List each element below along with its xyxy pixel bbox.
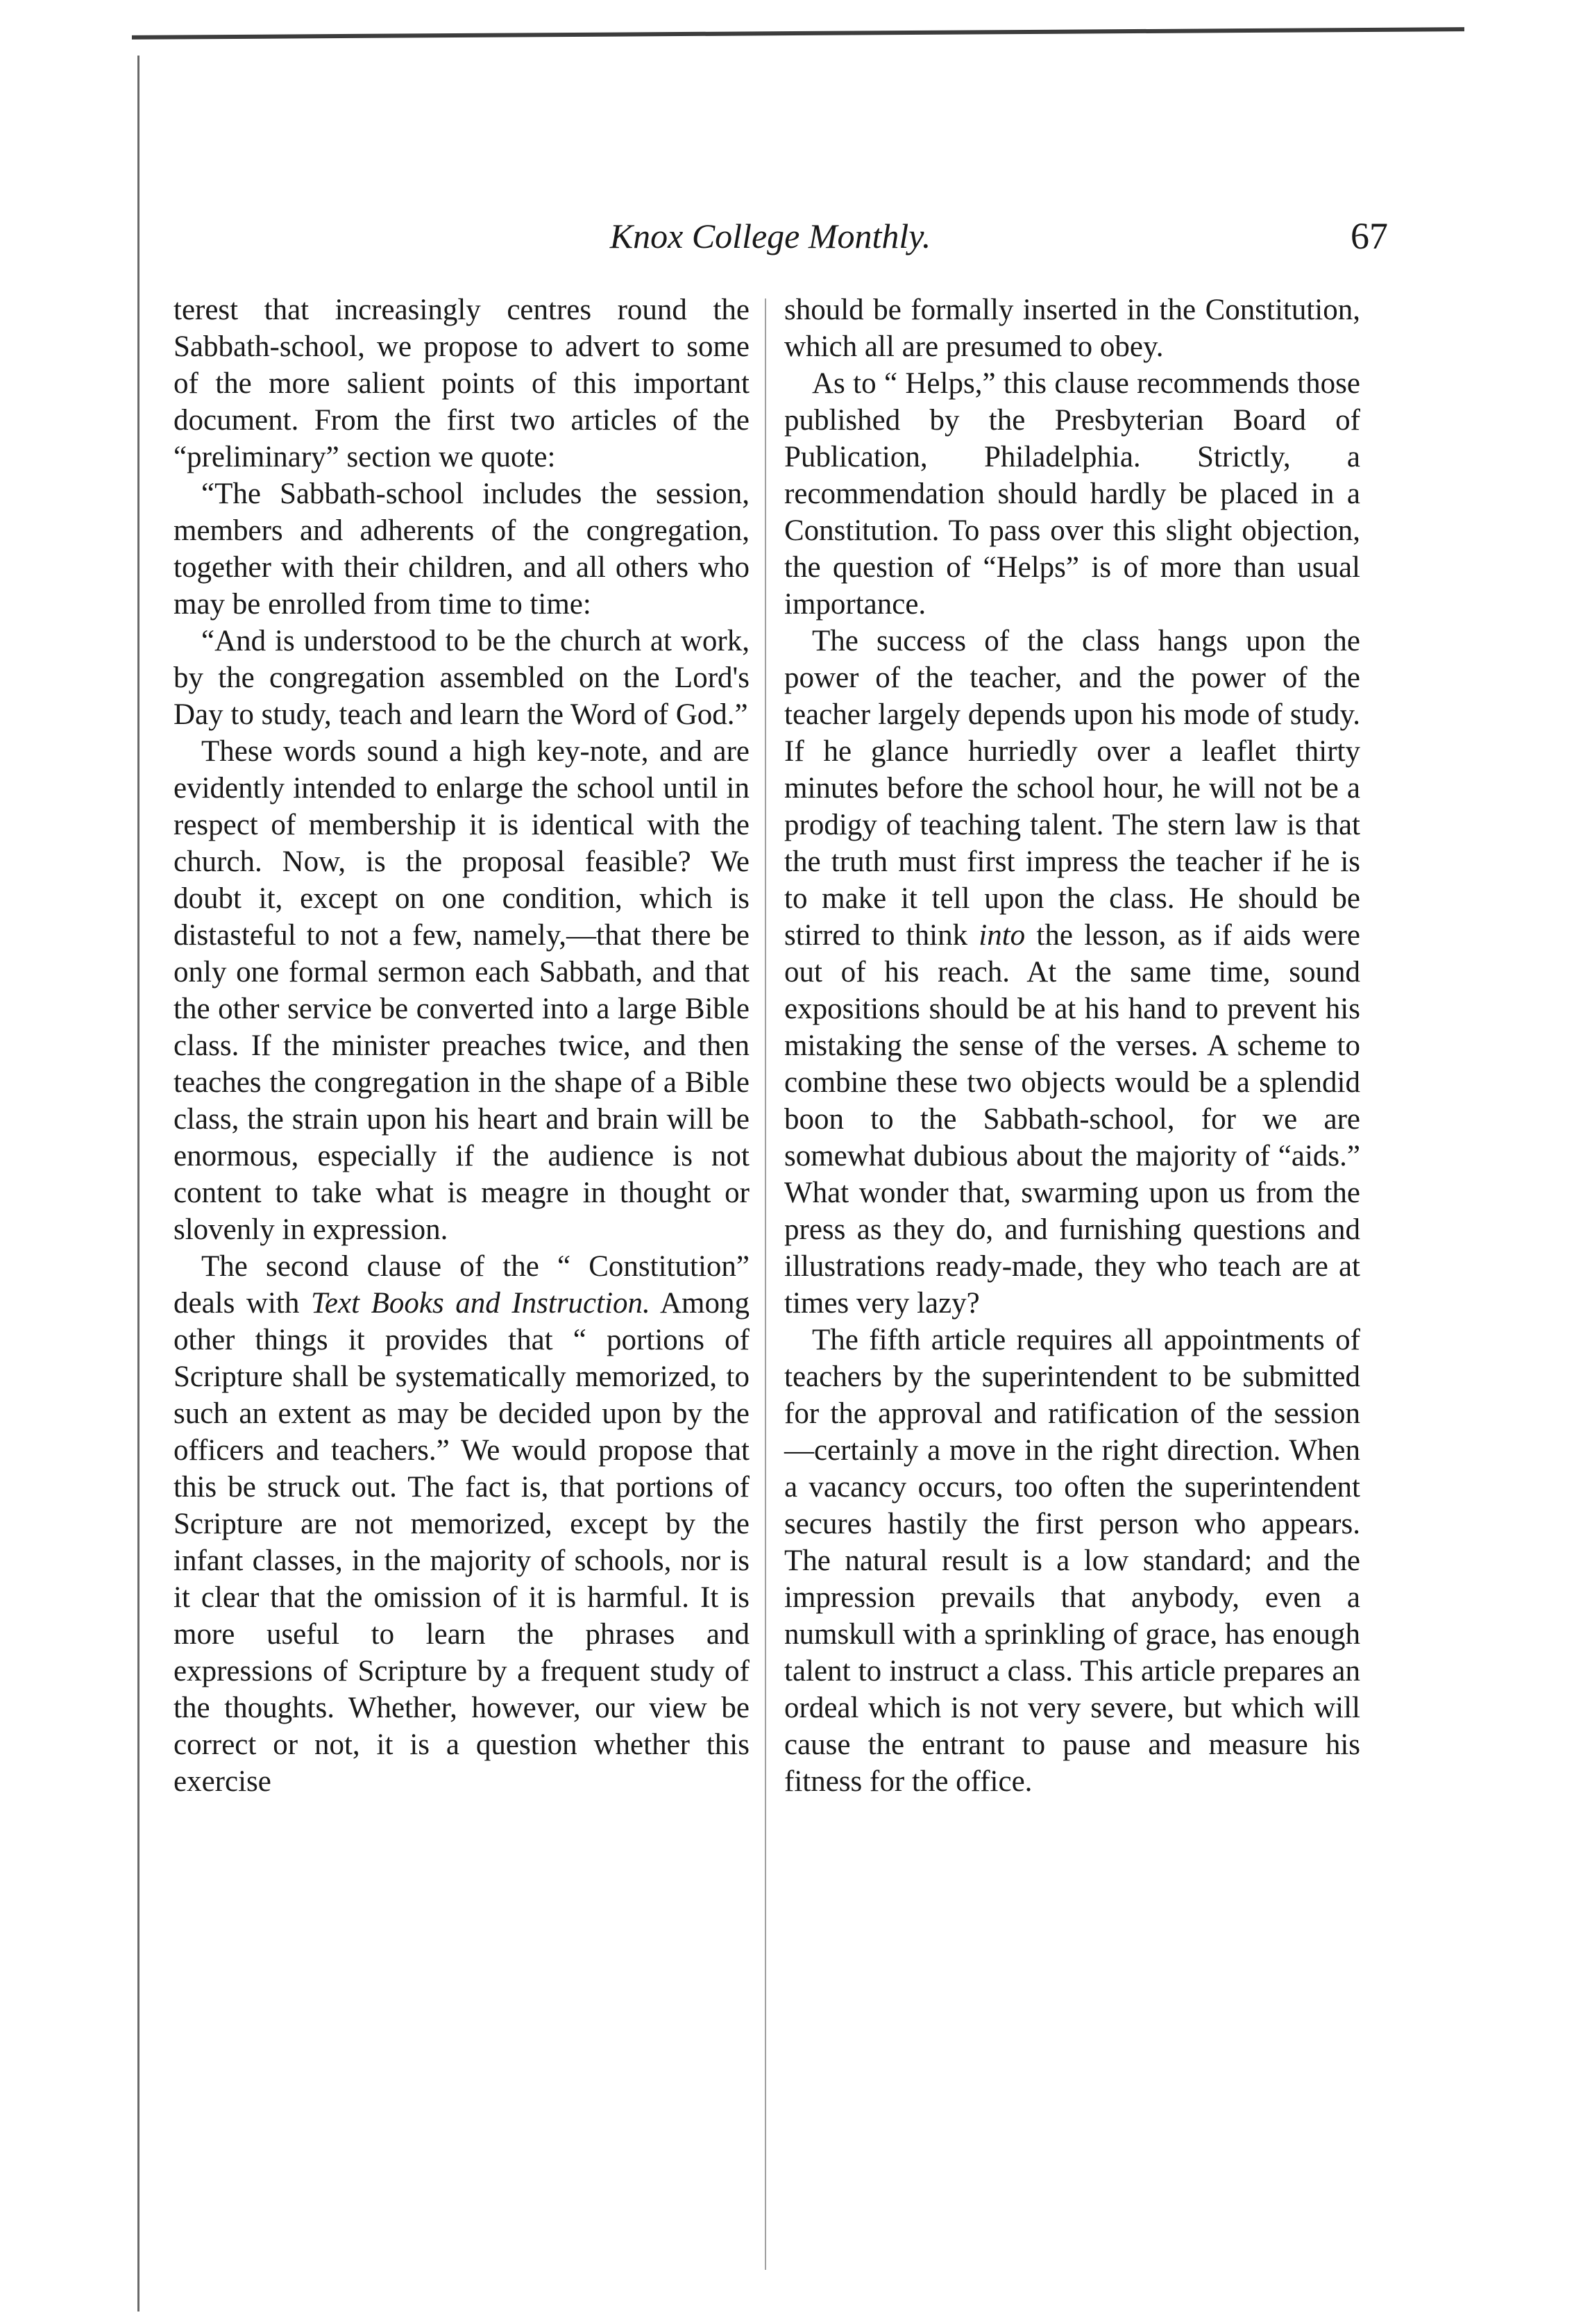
text-run: The second clause of the “ Constitution” deals with <box>174 1250 750 1320</box>
running-title: Knox College Monthly. <box>609 217 931 255</box>
italic-word: into <box>979 919 1026 952</box>
right-column <box>784 292 1360 1800</box>
paragraph: These words sound a high key-note, and are evidently intended to enlarge the school until in respect of membership it is identical with the church. Now, is the proposal feasible? We doubt it, except on one condition, which is distasteful to not a few, namely,—that there be only one formal sermon each Sabbath, and that the other service be converted into a large Bible class. If the minister preaches twice, and then teaches the congregation in the shape of a Bible class, the strain upon his heart and brain will be enormous, especially if the audience is not content to take what is meagre in thought or slovenly in expression. <box>174 735 750 1246</box>
left-margin-rule <box>137 56 139 2312</box>
italic-title: Text Books and Instruction. <box>310 1287 650 1320</box>
paragraph: The fifth article requires all appointments of teachers by the superintendent to be submitted for the approval and ratification of the session—certainly a move in the right direction. When a vacancy occurs, too often the superintendent secures hastily the first person who appears. The natural result is a low standard; and the impression prevails that anybody, even a numskull with a sprinkling of grace, has enough talent to instruct a class. This article prepares an ordeal which is not very severe, but which will cause the entrant to pause and measure his fitness for the office. <box>784 1324 1360 1798</box>
paragraph <box>174 1248 750 1800</box>
text-run: Among other things it provides that “ portions of Scripture shall be systematically memorized, to such an extent as may be decided upon by the officers and teachers.” We would propose that this be struck out. The fact is, that portions of Scripture are not memorized, except by the infant classes, in the majority of schools, nor is it clear that the omission of it is harmful. It is more useful to learn the phrases and expressions of Scripture by a frequent study of the thoughts. Whether, however, our view be correct or not, it is a question whether this exercise <box>174 1287 750 1798</box>
column-divider <box>765 298 766 2270</box>
paragraph: should be formally inserted in the Constitution, which all are presumed to obey. <box>784 294 1360 363</box>
text-run: the lesson, as if aids were out of his reach. At the same time, sound expositions should be at his hand to prevent his mistaking the sense of the verses. A scheme to combine these two objects would be a splendid boon to the Sabbath-school, for we are somewhat dubious about the majority of “aids.” What wonder that, swarming upon us from the press as they do, and furnishing questions and illustrations ready-made, they who teach are at times very lazy? <box>784 919 1361 1320</box>
page-number: 67 <box>1351 215 1388 257</box>
running-head <box>153 208 1388 264</box>
paragraph: “And is understood to be the church at work, by the congregation assembled on the Lord's Day to study, teach and learn the Word of God.” <box>174 625 750 731</box>
top-rule <box>132 27 1464 40</box>
left-column <box>174 292 750 1800</box>
paragraph: As to “ Helps,” this clause recommends those published by the Presbyterian Board of Publication, Philadelphia. Strictly, a recommendation should hardly be placed in a Constitution. To pass over this slight objection, the question of “Helps” is of more than usual importance. <box>784 367 1360 621</box>
paragraph: terest that increasingly centres round the Sabbath-school, we propose to advert to some of the more salient points of this important document. From the first two articles of the “preliminary” section we quote: <box>174 294 750 473</box>
text-run: The success of the class hangs upon the power of the teacher, and the power of the teacher largely depends upon his mode of study. If he glance hurriedly over a leaflet thirty minutes before the school hour, he will not be a prodigy of teaching talent. The stern law is that the truth must first impress the teacher if he is to make it tell upon the class. He should be stirred to think <box>784 625 1360 952</box>
paragraph <box>784 623 1360 1322</box>
paragraph: “The Sabbath-school includes the session, members and adherents of the congregation, together with their children, and all others who may be enrolled from time to time: <box>174 478 750 621</box>
